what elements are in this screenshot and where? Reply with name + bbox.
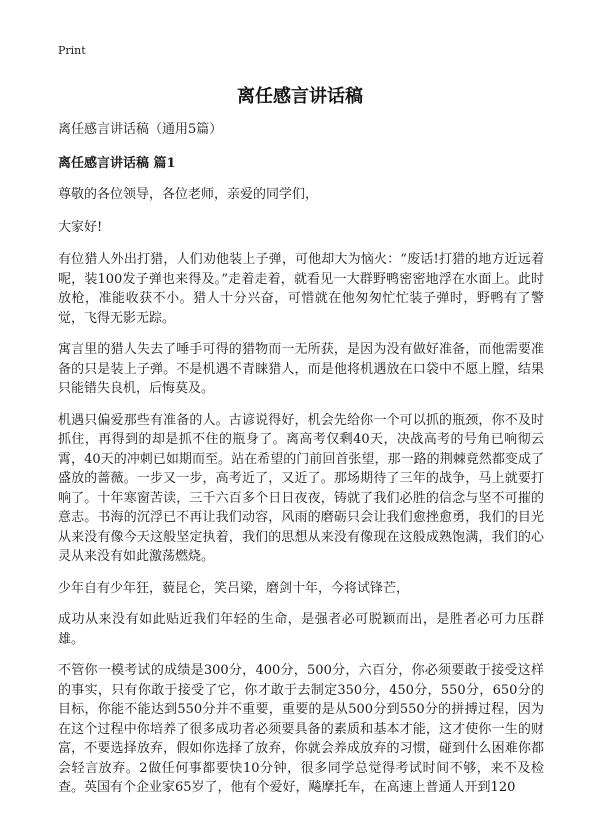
paragraph: 少年自有少年狂，藐昆仑，笑吕梁，磨剑十年，今将试锋芒， [58,580,410,596]
print-link[interactable]: Print [58,44,86,57]
section-heading: 离任感言讲话稿 篇1 [58,155,176,171]
document-body [58,120,544,810]
paragraph: 寓言里的猎人失去了唾手可得的猎物而一无所获，是因为没有做好准备，而他需要准备的只是装上子弹。不是机遇不青睐猎人，而是他将机遇放在口袋中不愿上膛，结果只能错失良机，后悔莫及。 [58,342,544,396]
paragraph-salutation: 尊敬的各位领导，各位老师，亲爱的同学们， [58,187,319,202]
page-title: 离任感言讲话稿 [237,86,363,107]
paragraph: 有位猎人外出打猎，人们劝他装上子弹，可他却大为恼火：“废话!打猎的地方近远着呢，装100发子弹也来得及。”走着走着，就看见一大群野鸭密密地浮在水面上。此时放枪，准能收获不小。猎人十分兴奋，可惜就在他匆匆忙忙装子弹时，野鸭有了警觉，飞得无影无踪。 [58,252,544,326]
paragraph-greeting: 大家好! [58,219,103,235]
paragraph: 不管你一模考试的成绩是300分，400分，500分，六百分，你必须要敢于接受这样的事实，只有你敢于接受了它，你才敢于去制定350分，450分，550分，650分的目标，你能不能达到550分并不重要，重要的是从500分到550分的拼搏过程，因为在这个过程中你培养了很多成功者必须要具备的素质和基本才能，这才使你一生的财富，不要选择放弃，假如你选择了放弃，你就会养成放弃的习惯，碰到什么困难你都会轻言放弃。2做任何事都要快10分钟，很多同学总觉得考试时间不够，来不及检查。英国有个企业家65岁了，他有个爱好，飚摩托车，在高速上普通人开到120 [58,663,544,795]
document-subtitle: 离任感言讲话稿（通用5篇） [58,122,223,137]
paragraph: 成功从来没有如此贴近我们年轻的生命，是强者必可脱颖而出，是胜者必可力压群雄。 [58,612,544,647]
paragraph: 机遇只偏爱那些有准备的人。古谚说得好，机会先给你一个可以抓的瓶颈，你不及时抓住，再得到的却是抓不住的瓶身了。离高考仅剩40天，决战高考的号角已响彻云霄，40天的冲刺已如期而至。站在希望的门前回首张望，那一路的荆棘竟然都变成了盛放的蔷薇。一步又一步，高考近了，又近了。那场期待了三年的战争，马上就要打响了。十年寒窗苦读，三千六百多个日日夜夜，铸就了我们必胜的信念与坚不可摧的意志。书海的沉浮已不再让我们动容，风雨的磨砺只会让我们愈挫愈勇，我们的目光从来没有像今天这般坚定执着，我们的思想从来没有像现在这般成熟饱满，我们的心灵从来没有如此激荡燃烧。 [58,412,544,564]
